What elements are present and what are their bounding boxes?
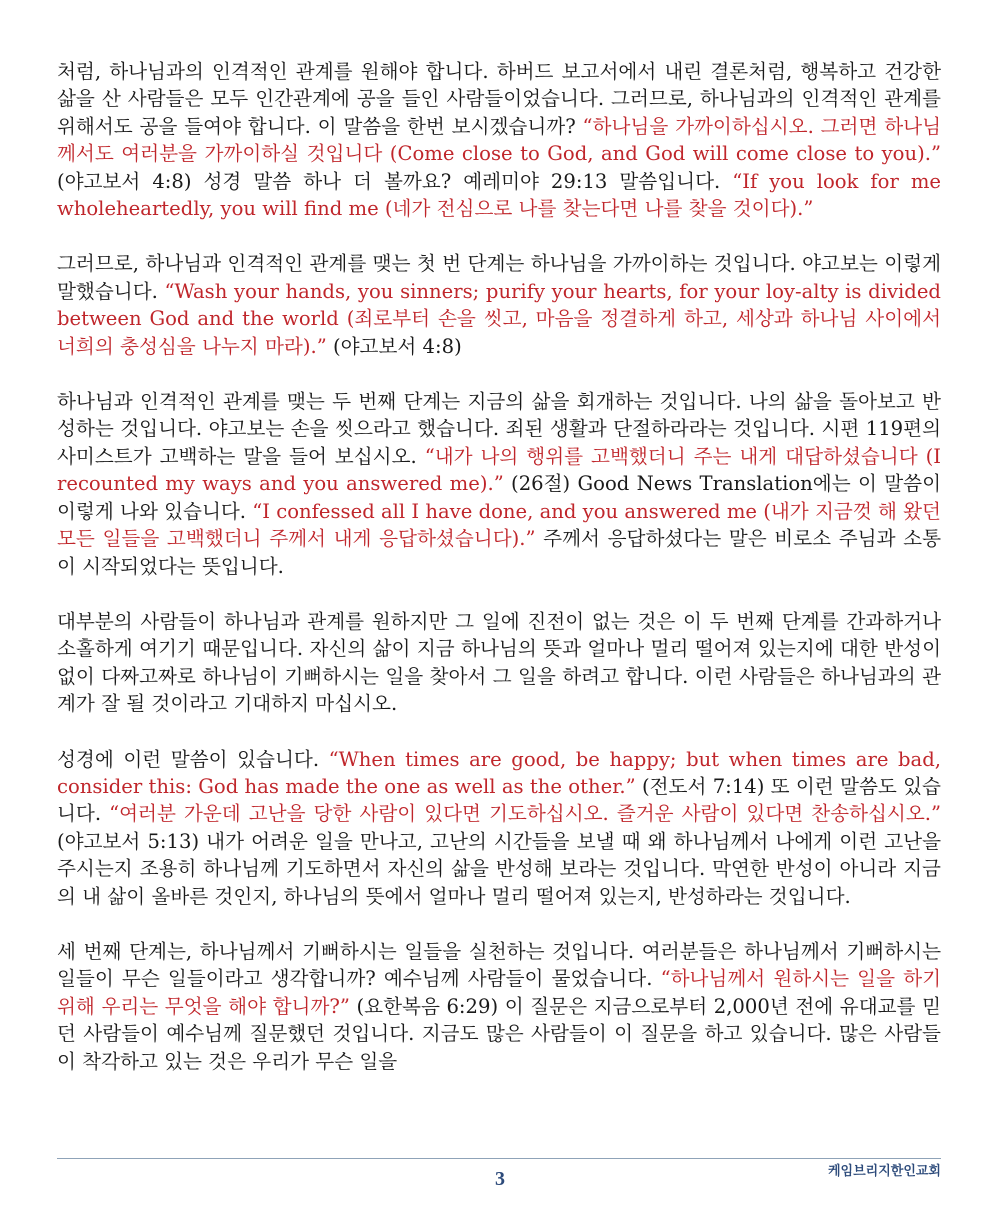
paragraph <box>57 58 941 222</box>
paragraph <box>57 608 941 718</box>
footer-divider <box>57 1158 941 1159</box>
scripture-quote: “If you look for me wholeheartedly, you will find me (네가 전심으로 나를 찾는다면 나를 찾을 것이다).” <box>57 169 941 221</box>
text-run: 그러므로, 하나님과 인격적인 관계를 맺는 첫 번 단계는 하나님을 가까이하는 것입니다. 야고보는 이렇게 말했습니다. <box>57 252 941 303</box>
scripture-quote: “I confessed all I have done, and you answered me (내가 지금껏 해 왔던 모든 일들을 고백했더니 주께서 내게 응답하셨습니다).” <box>57 499 941 551</box>
scripture-quote: “Wash your hands, you sinners; purify your hearts, for your loy-alty is divided between God and the world (죄로부터 손을 씻고, 마음을 정결하게 하고, 세상과 하나님 사이에서 너희의 충성심을 나누지 마라).” <box>57 279 941 358</box>
document-body <box>57 58 941 1103</box>
paragraph <box>57 388 941 580</box>
text-run: (야고보서 4:8) 성경 말씀 하나 더 볼까요? 예레미야 29:13 말씀입니다. <box>57 169 733 193</box>
text-run: 주께서 응답하셨다는 말은 비로소 주님과 소통이 시작되었다는 뜻입니다. <box>57 527 941 578</box>
text-run: (야고보서 4:8) <box>326 334 462 358</box>
text-run: 성경에 이런 말씀이 있습니다. <box>57 747 329 771</box>
text-run: 대부분의 사람들이 하나님과 관계를 원하지만 그 일에 진전이 없는 것은 이 두 번째 단계를 간과하거나 소홀하게 여기기 때문입니다. 자신의 삶이 지금 하나님의 뜻과 얼마나 멀리 떨어져 있는지에 대한 반성이 없이 다짜고짜로 하나님이 기뻐하시는 일을 찾아서 그 일을 하려고 합니다. 이런 사람들은 하나님과의 관계가 잘 될 것이라고 기대하지 마십시오. <box>57 609 941 716</box>
page-number: 3 <box>495 1168 505 1190</box>
paragraph <box>57 250 941 360</box>
scripture-quote: “When times are good, be happy; but when times are bad, consider this: God has made the one as well as the other.” <box>57 747 941 798</box>
text-run: (요한복음 6:29) 이 질문은 지금으로부터 2,000년 전에 유대교를 믿던 사람들이 예수님께 질문했던 것입니다. 지금도 많은 사람들이 이 질문을 하고 있습니다. 많은 사람들이 착각하고 있는 것은 우리가 무슨 일을 <box>57 994 942 1073</box>
text-run: 처럼, 하나님과의 인격적인 관계를 원해야 합니다. 하버드 보고서에서 내린 결론처럼, 행복하고 건강한 삶을 산 사람들은 모두 인간관계에 공을 들인 사람들이었습니다. 그러므로, 하나님과의 인격적인 관계를 위해서도 공을 들여야 합니다. 이 말씀을 한번 보시겠습니까? <box>57 60 941 138</box>
scripture-quote: “내가 나의 행위를 고백했더니 주는 내게 대답하셨습니다 (I recounted my ways and you answered me).” <box>57 444 941 496</box>
scripture-quote: “하나님을 가까이하십시오. 그러면 하나님께서도 여러분을 가까이하실 것입니다 (Come close to God, and God will come close to you).” <box>57 114 941 166</box>
church-name: 케임브리지한인교회 <box>827 1164 941 1179</box>
text-run: (야고보서 5:13) 내가 어려운 일을 만나고, 고난의 시간들을 보낼 때 왜 하나님께서 나에게 이런 고난을 주시는지 조용히 하나님께 기도하면서 자신의 삶을 반성해 보라는 것입니다. 막연한 반성이 아니라 지금의 내 삶이 올바른 것인지, 하나님의 뜻에서 얼마나 멀리 떨어져 있는지, 반성하라는 것입니다. <box>57 829 941 908</box>
paragraph <box>57 938 941 1075</box>
text-run: 세 번째 단계는, 하나님께서 기뻐하시는 일들을 실천하는 것입니다. 여러분들은 하나님께서 기뻐하시는 일들이 무슨 일들이라고 생각합니까? 예수님께 사람들이 물었습니다. <box>57 939 941 991</box>
scripture-quote: “여러분 가운데 고난을 당한 사람이 있다면 기도하십시오. 즐거운 사람이 있다면 찬송하십시오.” <box>109 802 941 826</box>
text-run: 하나님과 인격적인 관계를 맺는 두 번째 단계는 지금의 삶을 회개하는 것입니다. 나의 삶을 돌아보고 반성하는 것입니다. 야고보는 손을 씻으라고 했습니다. 죄된 생활과 단절하라라는 것입니다. 시편 119편의 사미스트가 고백하는 말을 들어 보십시오. <box>57 390 941 468</box>
paragraph <box>57 746 941 910</box>
text-run: (전도서 7:14) 또 이런 말씀도 있습니다. <box>57 774 941 826</box>
scripture-quote: “하나님께서 원하시는 일을 하기 위해 우리는 무엇을 해야 합니까?” <box>57 967 941 1018</box>
text-run: (26절) Good News Translation에는 이 말씀이 이렇게 나와 있습니다. <box>57 472 941 523</box>
